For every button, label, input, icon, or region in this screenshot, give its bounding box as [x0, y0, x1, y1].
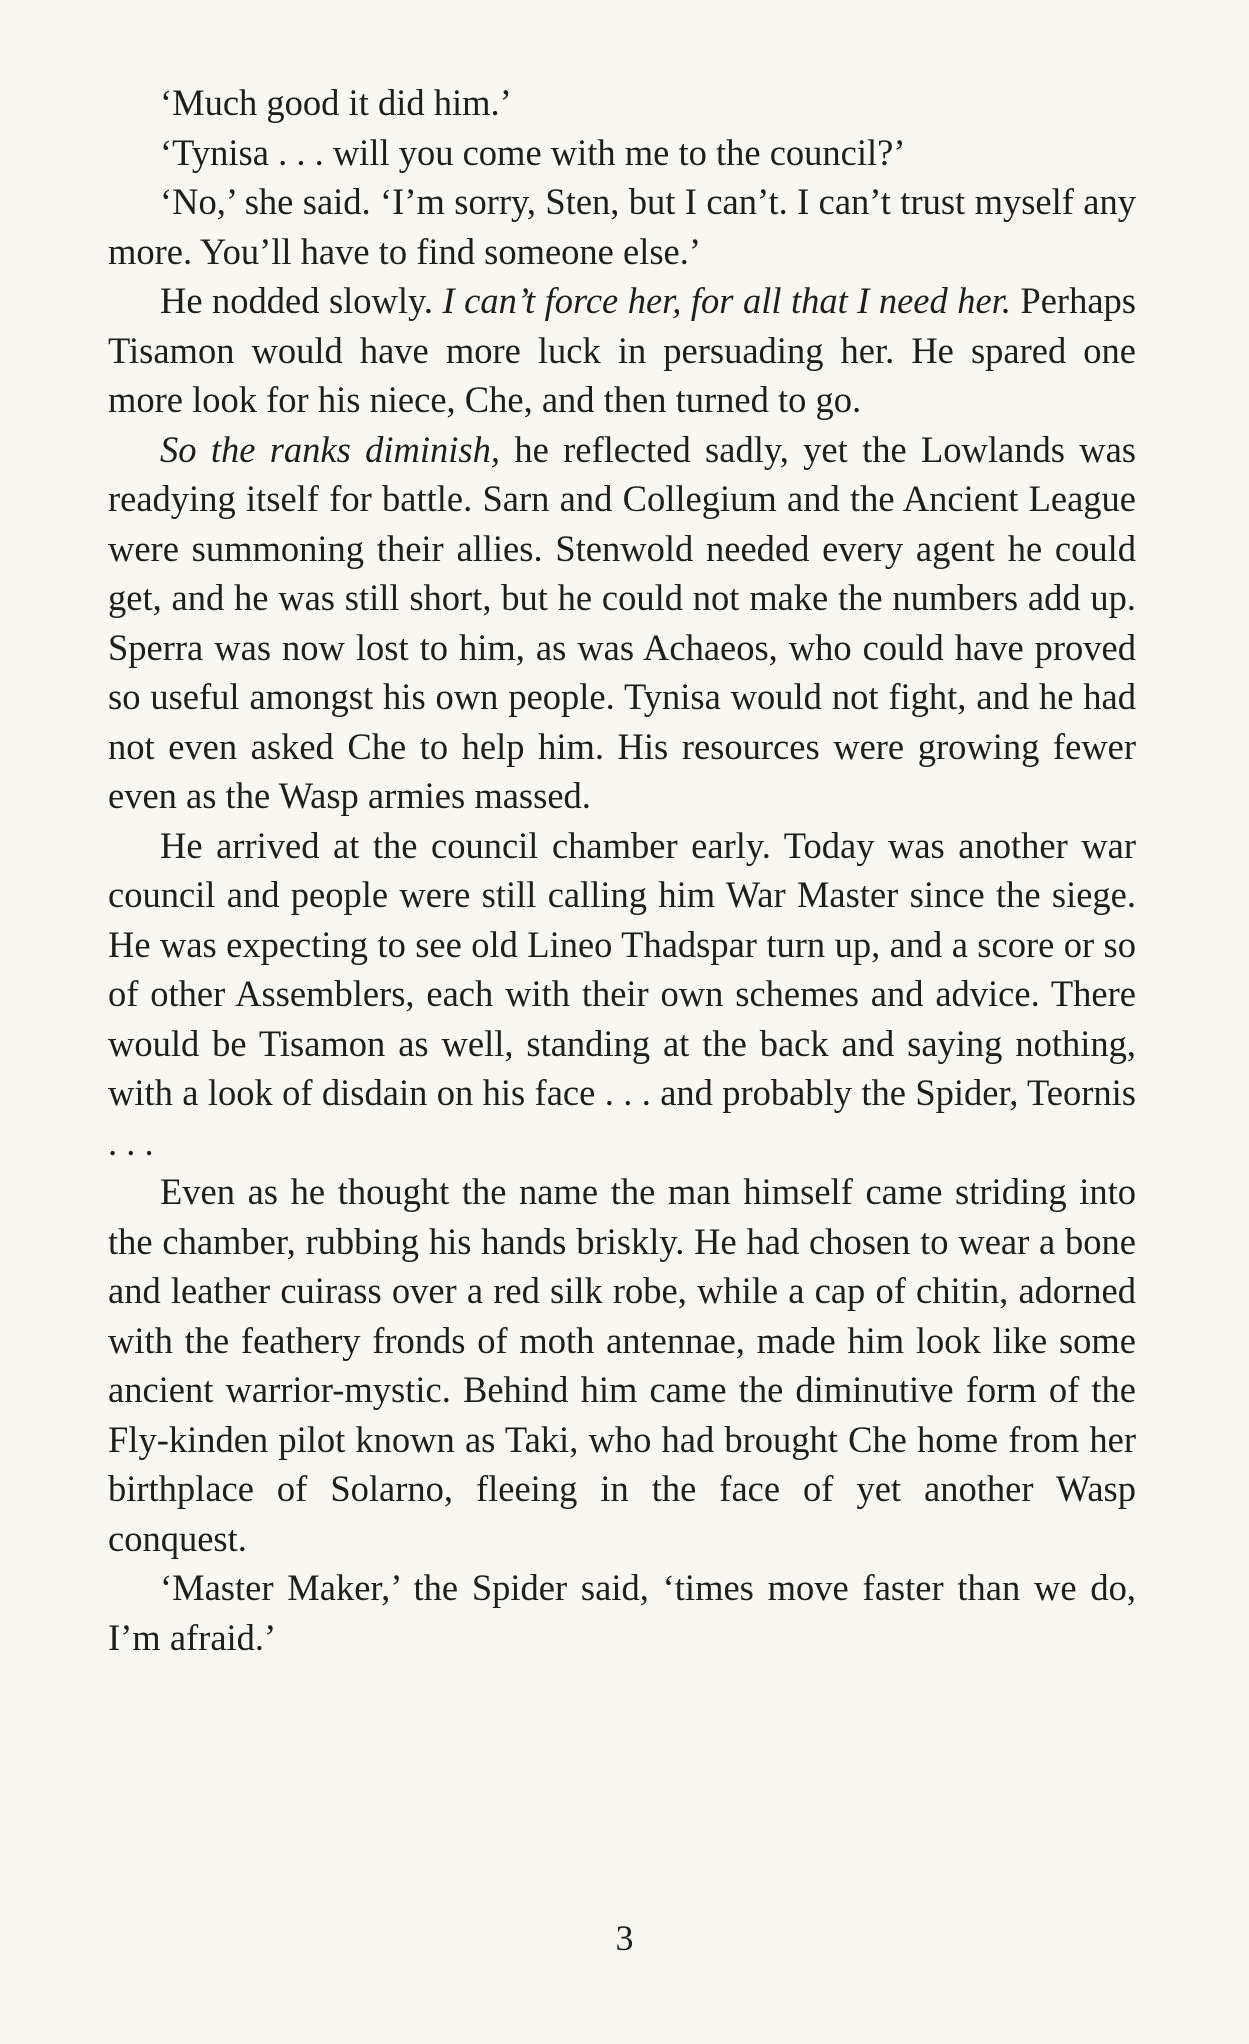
text-segment: he reflected sadly, yet the Lowlands was readying itself for battle. Sarn and Collegium and the Ancient League were summoning their allies. Stenwold needed every agent he could get, and he was still short, but he could not make the numbers add up. Sperra was now lost to him, as was Achaeos, who could have proved so useful amongst his own people. Tynisa would not fight, and he had not even asked Che to help him. His resources were growing fewer even as the Wasp armies massed. — [108, 428, 1137, 816]
text-segment: He nodded slowly. — [160, 280, 443, 321]
text-segment: ‘Tynisa . . . will you come with me to the council?’ — [160, 131, 906, 173]
text-segment: ‘No,’ she said. ‘I’m sorry, Sten, but I can’t. I can’t trust myself any more. You’ll have to find someone else.’ — [108, 181, 1136, 272]
text-segment: Even as he thought the name the man himself came striding into the chamber, rubbing his hands briskly. He had chosen to wear a bone and leather cuirass over a red silk robe, while a cap of chitin, adorned with the feathery fronds of moth antennae, made him look like some ancient warrior-mystic. Behind him came the diminutive form of the Fly-kinden pilot known as Taki, who had brought Che home from her birthplace of Solarno, fleeing in the face of yet another Wasp conquest. — [108, 1171, 1136, 1559]
text-segment: ‘Much good it did him.’ — [160, 82, 512, 123]
page-number: 3 — [615, 1918, 634, 1958]
paragraph — [108, 78, 1136, 128]
paragraph — [108, 821, 1136, 1168]
paragraph — [108, 1563, 1136, 1662]
paragraph — [108, 128, 1136, 178]
paragraph — [108, 276, 1136, 425]
paragraph — [108, 1167, 1136, 1563]
italic-text: I can’t force her, for all that I need her. — [442, 280, 1011, 321]
italic-text: So the ranks diminish, — [160, 428, 501, 470]
text-segment: ‘Master Maker,’ the Spider said, ‘times move faster than we do, I’m afraid.’ — [108, 1567, 1136, 1658]
text-segment: Perhaps Tisamon would have more luck in persuading her. He spared one more look for his niece, Che, and then turned to go. — [108, 280, 1136, 420]
body-text — [108, 78, 1136, 1662]
paragraph — [108, 425, 1136, 821]
text-segment: He arrived at the council chamber early. Today was another war council and people were still calling him War Master since the siege. He was expecting to see old Lineo Thadspar turn up, and a score or so of other Assemblers, each with their own schemes and advice. There would be Tisamon as well, standing at the back and saying nothing, with a look of disdain on his face . . . and probably the Spider, Teornis . . . — [108, 824, 1136, 1163]
paragraph — [108, 177, 1136, 276]
